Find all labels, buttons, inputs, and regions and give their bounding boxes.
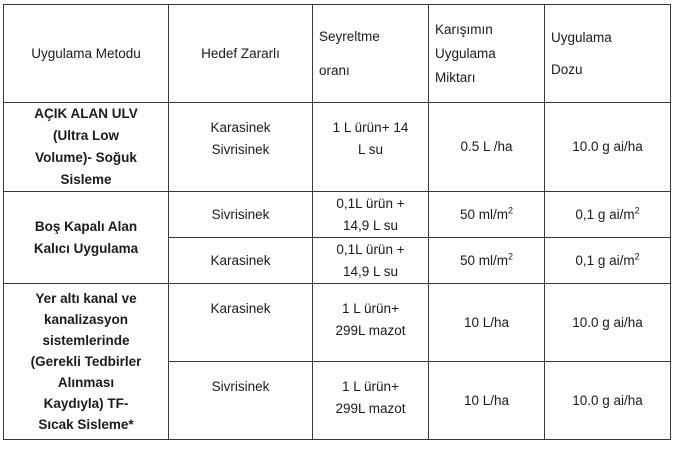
dilution-line: 1 L ürün+: [342, 301, 399, 316]
dose-value: 0,1 g ai/m: [575, 206, 635, 222]
pest-line: Karasinek: [210, 120, 271, 135]
pest-cell: [169, 103, 313, 192]
table-row: [4, 103, 671, 192]
method-line: Kalıcı Uygulama: [33, 240, 139, 256]
table-row: [4, 284, 671, 362]
method-line: (Gerekli Tedbirler: [30, 354, 142, 369]
method-line: (Ultra Low: [53, 128, 119, 143]
method-line: AÇIK ALAN ULV: [34, 106, 138, 121]
header-row: [4, 5, 671, 103]
header-dilution-line: oranı: [319, 62, 350, 78]
dilution-cell: [313, 362, 429, 440]
dilution-line: 1 L ürün+ 14: [332, 120, 409, 135]
header-mixture-amount: [429, 5, 545, 103]
pest-line: Sivrisinek: [211, 142, 270, 157]
dose-cell: 10.0 g ai/ha: [545, 103, 671, 192]
dose-cell: 10.0 g ai/ha: [545, 284, 671, 362]
dose-cell: 10.0 g ai/ha: [545, 362, 671, 440]
application-table: [3, 4, 671, 440]
dose-superscript: 2: [634, 205, 640, 215]
method-line: Sisleme: [60, 172, 112, 187]
method-line: sistemlerinde: [42, 333, 130, 348]
amount-cell: 10 L/ha: [429, 362, 545, 440]
dose-superscript: 2: [634, 251, 640, 261]
header-dilution-ratio: [313, 5, 429, 103]
method-line: Sıcak Sisleme*: [38, 417, 134, 432]
amount-value: 50 ml/m: [459, 206, 508, 222]
header-dose: [545, 5, 671, 103]
dose-cell: [545, 192, 671, 238]
header-target-pest: Hedef Zararlı: [169, 5, 313, 103]
header-dose-line: Dozu: [551, 61, 583, 77]
dilution-line: L su: [357, 142, 384, 157]
header-dose-line: Uygulama: [551, 29, 612, 45]
method-line: Yer altı kanal ve: [35, 291, 137, 306]
table-row: [4, 192, 671, 238]
amount-cell: 0.5 L /ha: [429, 103, 545, 192]
dose-value: 0,1 g ai/m: [575, 252, 635, 268]
amount-value: 50 ml/m: [459, 252, 508, 268]
dilution-line: 14,9 L su: [342, 263, 399, 279]
dilution-line: 1 L ürün+: [342, 379, 399, 394]
header-amount-line: Karışımın: [435, 21, 493, 37]
amount-cell: [429, 238, 545, 284]
dilution-line: 0,1L ürün +: [336, 195, 405, 211]
method-cell: [4, 192, 169, 284]
pest-cell: Sivrisinek: [169, 362, 313, 440]
header-amount-line: Miktarı: [435, 69, 476, 85]
method-line: Boş Kapalı Alan: [34, 218, 138, 234]
dilution-cell: [313, 192, 429, 238]
dose-cell: [545, 238, 671, 284]
amount-superscript: 2: [508, 205, 514, 215]
dilution-cell: [313, 238, 429, 284]
pest-cell: Karasinek: [169, 238, 313, 284]
dilution-line: 14,9 L su: [342, 217, 399, 233]
amount-cell: 10 L/ha: [429, 284, 545, 362]
dilution-line: 299L mazot: [335, 401, 406, 416]
dilution-line: 299L mazot: [335, 323, 406, 338]
amount-cell: [429, 192, 545, 238]
dilution-cell: [313, 103, 429, 192]
dilution-cell: [313, 284, 429, 362]
method-line: kanalizasyon: [43, 312, 129, 327]
method-line: Kaydıyla) TF-: [43, 396, 129, 411]
header-amount-line: Uygulama: [435, 45, 496, 61]
method-cell: [4, 103, 169, 192]
pest-cell: Karasinek: [169, 284, 313, 362]
dilution-line: 0,1L ürün +: [336, 241, 405, 257]
amount-superscript: 2: [508, 251, 514, 261]
header-method: Uygulama Metodu: [4, 5, 169, 103]
method-cell: [4, 284, 169, 440]
method-line: Alınması: [57, 375, 115, 390]
header-dilution-line: Seyreltme: [319, 28, 380, 44]
method-line: Volume)- Soğuk: [35, 150, 137, 165]
pest-cell: Sivrisinek: [169, 192, 313, 238]
